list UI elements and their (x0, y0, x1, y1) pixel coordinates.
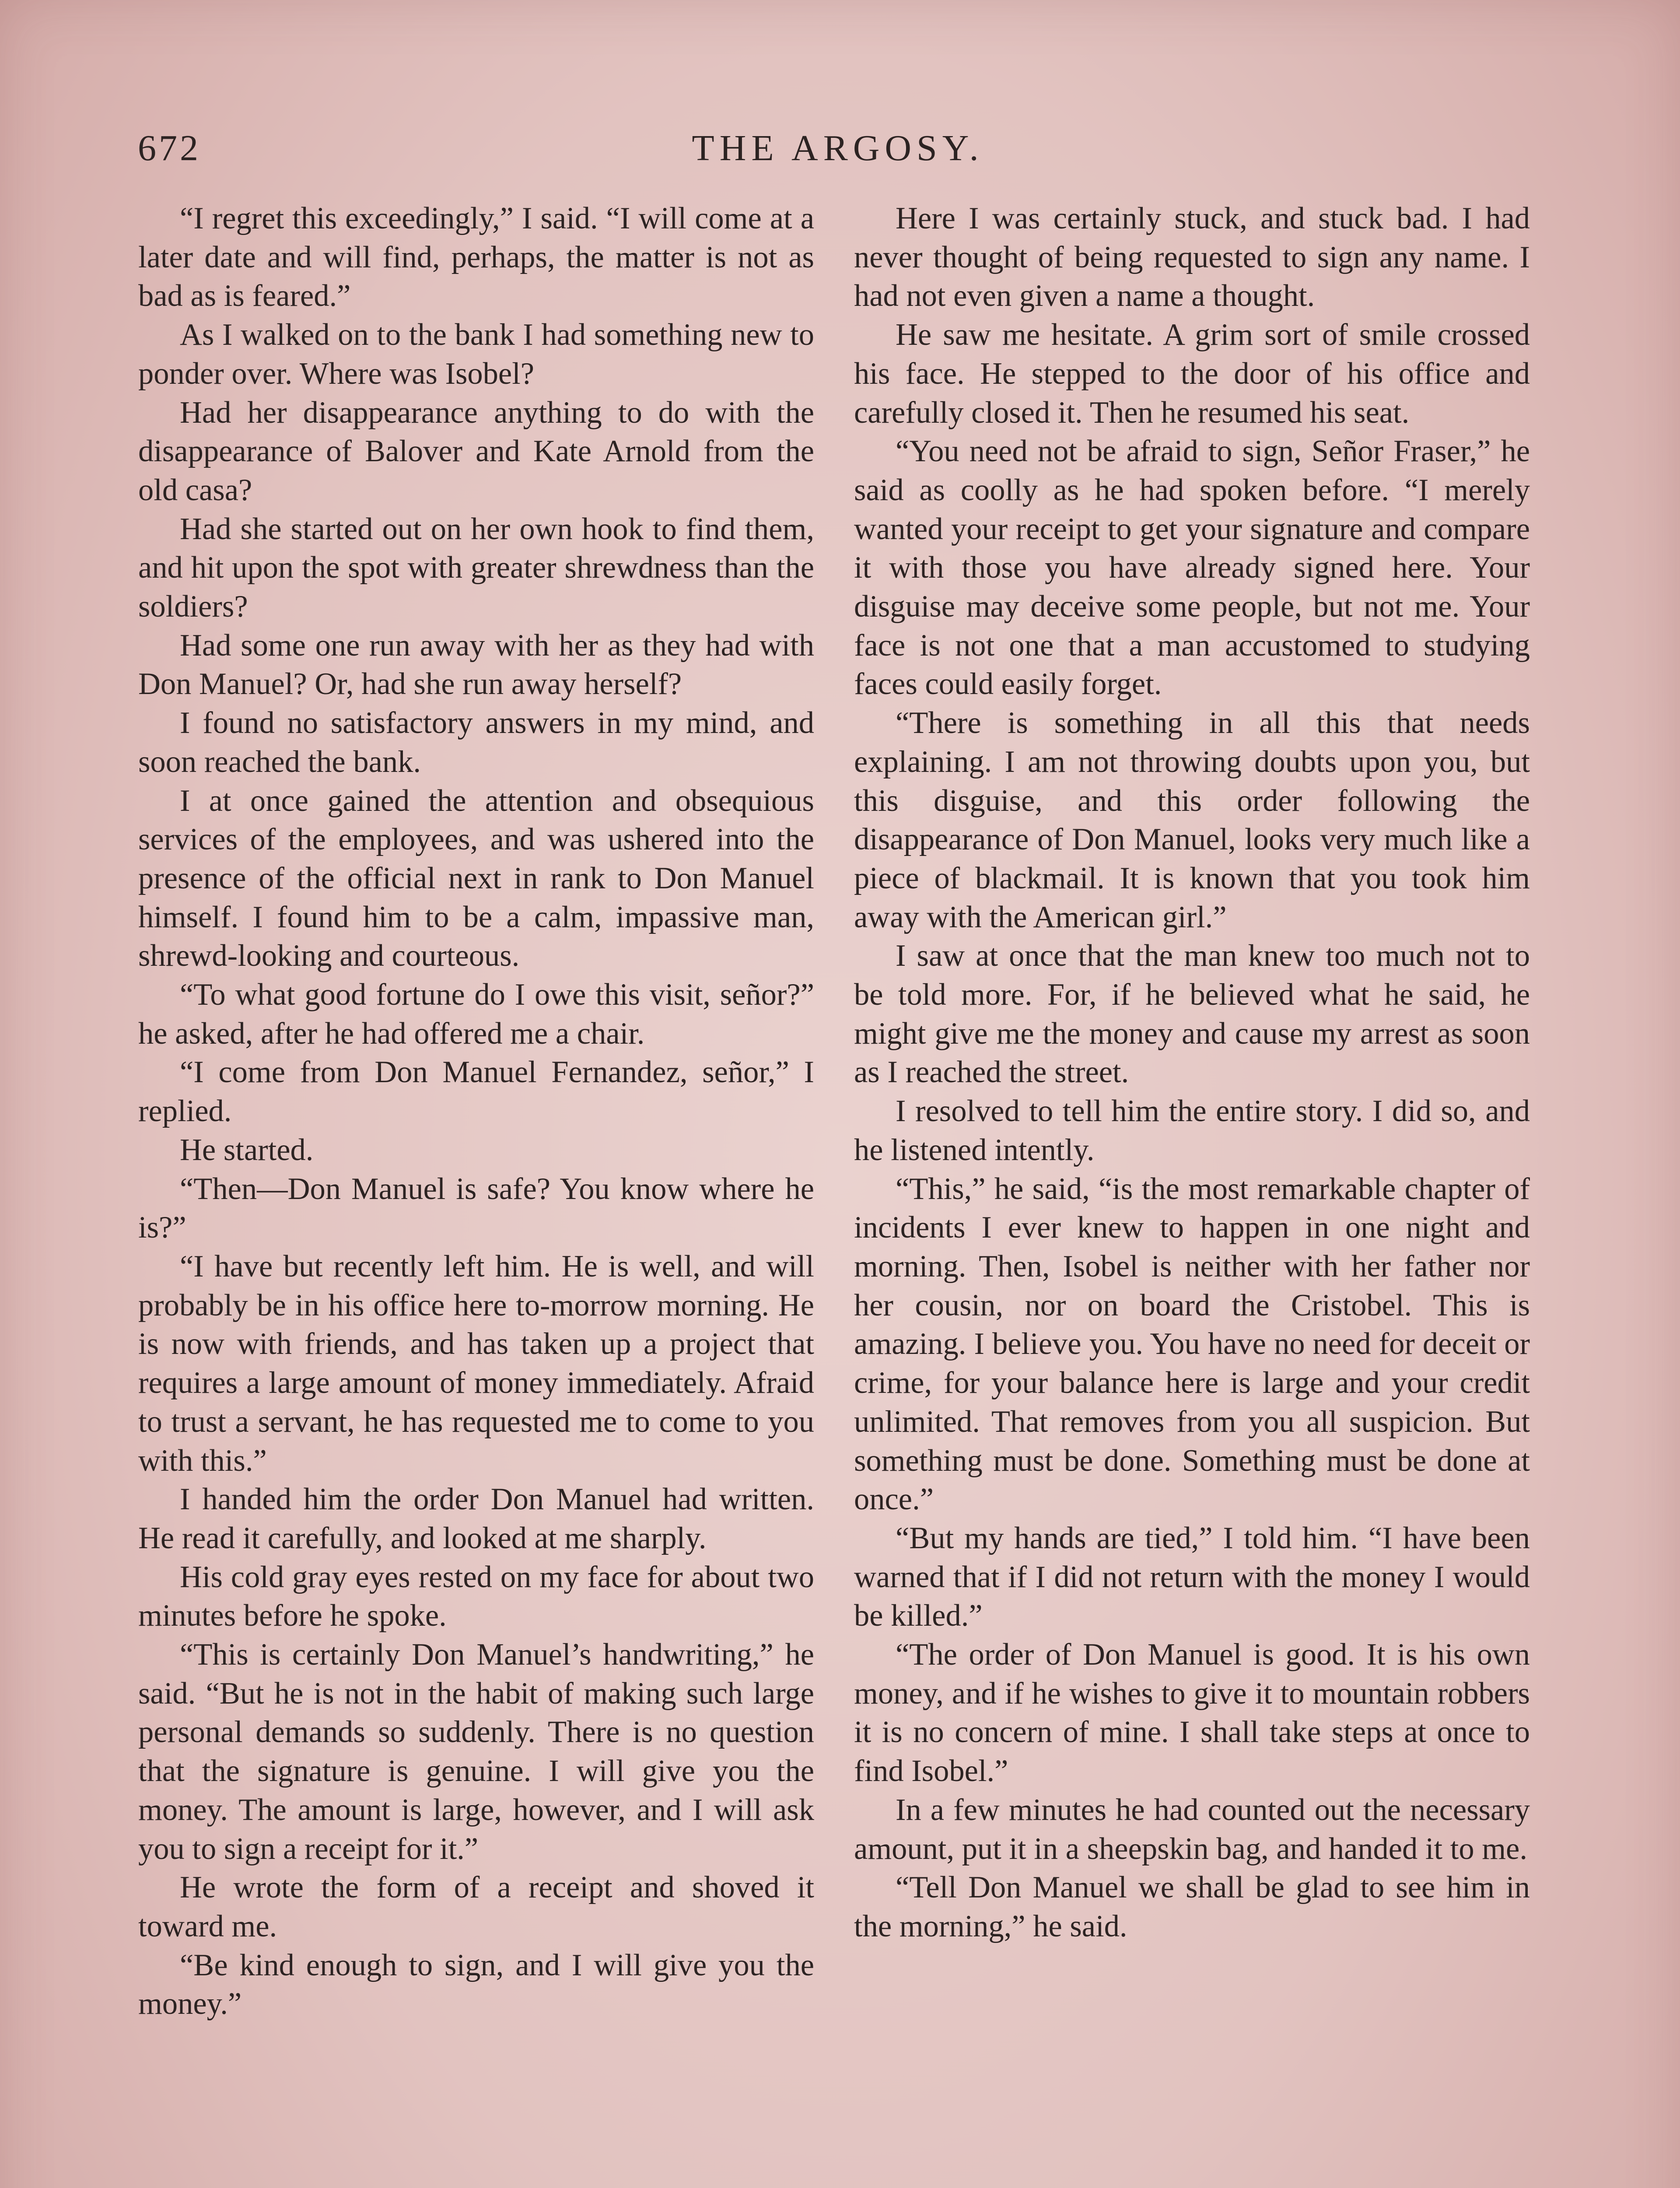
paragraph: Had her disappearance anything to do with the disappearance of Balover and Kate Arnold from the old casa? (138, 395, 814, 507)
paragraph: Had some one run away with her as they had with Don Manuel? Or, had she run away herself? (138, 628, 814, 701)
running-head: THE ARGOSY. (692, 128, 984, 168)
right-column (854, 199, 1530, 1946)
paragraph: I at once gained the attention and obsequious services of the employees, and was ushered into the presence of the official next in rank to Don Manuel himself. I found him to be a calm, impassive man, shrewd-looking and courteous. (138, 783, 814, 973)
paragraph: As I walked on to the bank I had something new to ponder over. Where was Isobel? (138, 318, 814, 391)
paragraph: “The order of Don Manuel is good. It is his own money, and if he wishes to give it to mountain robbers it is no concern of mine. I shall take steps at once to find Isobel.” (854, 1637, 1530, 1788)
page-header (138, 127, 1538, 175)
paragraph: “I regret this exceedingly,” I said. “I will come at a later date and will find, perhaps, the matter is not as bad as is feared.” (138, 201, 814, 313)
page-number: 672 (138, 128, 201, 168)
paragraph: His cold gray eyes rested on my face for about two minutes before he spoke. (138, 1560, 814, 1633)
paragraph: “This is certainly Don Manuel’s handwriting,” he said. “But he is not in the habit of making such large personal demands so suddenly. There is no question that the signature is genuine. I will give you the money. The amount is large, however, and I will ask you to sign a receipt for it.” (138, 1637, 814, 1866)
paragraph: Here I was certainly stuck, and stuck bad. I had never thought of being requested to sign any name. I had not even given a name a thought. (854, 201, 1530, 313)
paragraph: He wrote the form of a receipt and shoved it toward me. (138, 1870, 814, 1943)
paragraph: I handed him the order Don Manuel had written. He read it carefully, and looked at me sharply. (138, 1482, 814, 1555)
paragraph: “To what good fortune do I owe this visit, señor?” he asked, after he had offered me a chair. (138, 978, 814, 1051)
paragraph: “Tell Don Manuel we shall be glad to see him in the morning,” he said. (854, 1870, 1530, 1943)
paragraph: “There is something in all this that needs explaining. I am not throwing doubts upon you, but this disguise, and this order following the disappearance of Don Manuel, looks very much like a piece of blackmail. It is known that you took him away with the American girl.” (854, 706, 1530, 934)
paragraph: “Then—Don Manuel is safe? You know where he is?” (138, 1171, 814, 1245)
paragraph: “I have but recently left him. He is well, and will probably be in his office here to-morrow morning. He is now with friends, and has taken up a project that requires a large amount of money immediately. Afraid to trust a servant, he has requested me to come to you with this.” (138, 1249, 814, 1478)
paragraph: In a few minutes he had counted out the necessary amount, put it in a sheepskin bag, and handed it to me. (854, 1792, 1530, 1866)
paragraph: “You need not be afraid to sign, Señor Fraser,” he said as coolly as he had spoken before. “I merely wanted your receipt to get your signature and compare it with those you have already signed here. Your disguise may deceive some people, but not me. Your face is not one that a man accustomed to studying faces could easily forget. (854, 434, 1530, 701)
paragraph: He started. (180, 1133, 314, 1167)
left-column (138, 199, 814, 2023)
paragraph: I saw at once that the man knew too much not to be told more. For, if he believed what he said, he might give me the money and cause my arrest as soon as I reached the street. (854, 939, 1530, 1090)
paragraph: He saw me hesitate. A grim sort of smile crossed his face. He stepped to the door of his office and carefully closed it. Then he resumed his seat. (854, 318, 1530, 430)
paragraph: “But my hands are tied,” I told him. “I have been warned that if I did not return with the money I would be killed.” (854, 1521, 1530, 1633)
paragraph: “Be kind enough to sign, and I will give you the money.” (138, 1948, 814, 2021)
paragraph: I found no satisfactory answers in my mind, and soon reached the bank. (138, 706, 814, 779)
paragraph: “I come from Don Manuel Fernandez, señor,” I replied. (138, 1055, 814, 1129)
paragraph: I resolved to tell him the entire story. I did so, and he listened intently. (854, 1094, 1530, 1167)
paragraph: “This,” he said, “is the most remarkable chapter of incidents I ever knew to happen in one night and morning. Then, Isobel is neither with her father nor her cousin, nor on board the Cristobel. This is amazing. I believe you. You have no need for deceit or crime, for your balance here is large and your credit unlimited. That removes from you all suspicion. But something must be done. Something must be done at once.” (854, 1171, 1530, 1517)
paragraph: Had she started out on her own hook to find them, and hit upon the spot with greater shrewdness than the soldiers? (138, 512, 814, 624)
